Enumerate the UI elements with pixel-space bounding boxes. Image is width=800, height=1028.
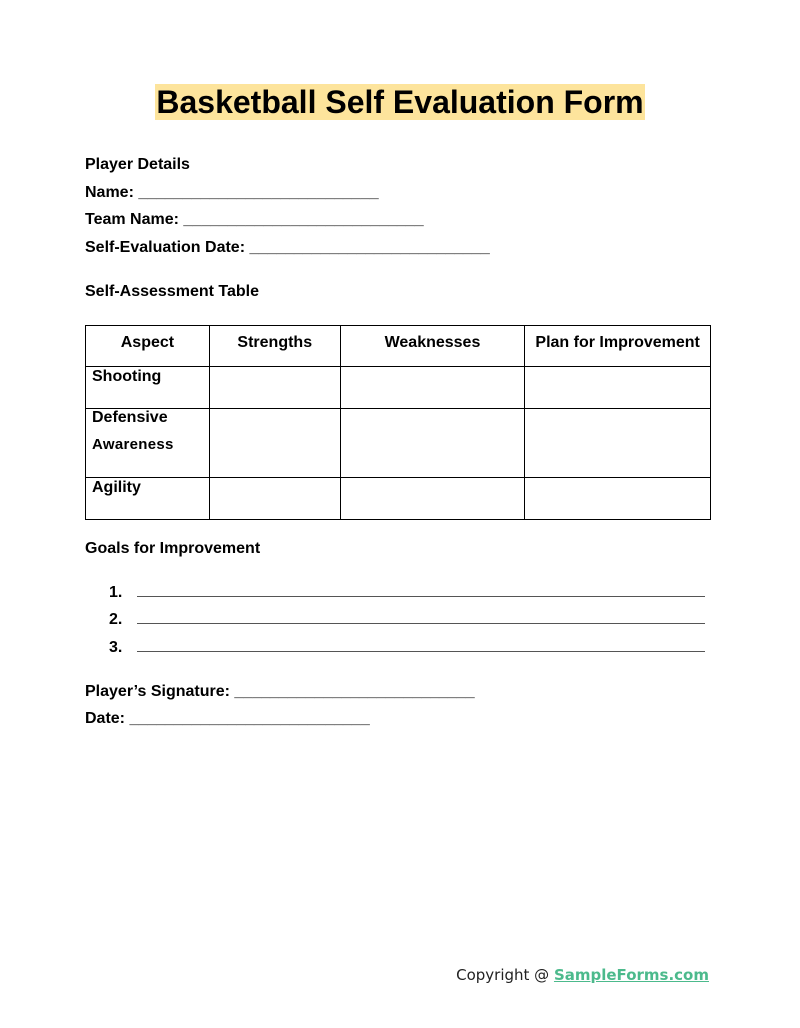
team-name-field[interactable]: Team Name: ___________________________ xyxy=(85,211,424,228)
signature-date-field[interactable]: Date: ___________________________ xyxy=(85,710,370,727)
goal-underline xyxy=(137,596,705,597)
aspect-cell xyxy=(86,478,210,520)
strengths-cell[interactable] xyxy=(209,409,340,478)
column-header-plan: Plan for Improvement xyxy=(525,326,711,367)
table-row xyxy=(86,409,711,478)
goal-line-3[interactable] xyxy=(109,638,705,658)
self-evaluation-date-field[interactable]: Self-Evaluation Date: ___________________________ xyxy=(85,239,490,256)
aspect-cell xyxy=(86,367,210,409)
table-row xyxy=(86,367,711,409)
aspect-label: Agility xyxy=(92,479,141,496)
weaknesses-cell[interactable] xyxy=(340,409,525,478)
column-header-aspect: Aspect xyxy=(86,326,210,367)
table-row xyxy=(86,478,711,520)
name-field[interactable]: Name: ___________________________ xyxy=(85,184,379,201)
weaknesses-cell[interactable] xyxy=(340,367,525,409)
goal-number: 1. xyxy=(109,584,123,601)
aspect-cell xyxy=(86,409,210,478)
goal-line-2[interactable] xyxy=(109,610,705,630)
aspect-label: Defensive xyxy=(92,409,168,426)
strengths-cell[interactable] xyxy=(209,478,340,520)
player-signature-field[interactable]: Player’s Signature: ___________________________ xyxy=(85,683,475,700)
title-container xyxy=(0,84,800,120)
goals-heading: Goals for Improvement xyxy=(85,540,261,557)
aspect-label-line2: Awareness xyxy=(92,436,174,453)
goal-number: 3. xyxy=(109,639,123,656)
column-header-strengths: Strengths xyxy=(209,326,340,367)
goal-underline xyxy=(137,623,705,624)
copyright-footer xyxy=(456,965,709,985)
copyright-text: Copyright @ xyxy=(456,966,554,984)
goal-underline xyxy=(137,651,705,652)
weaknesses-cell[interactable] xyxy=(340,478,525,520)
form-title: Basketball Self Evaluation Form xyxy=(156,84,644,120)
table-header-row xyxy=(86,326,711,367)
goal-number: 2. xyxy=(109,611,123,628)
strengths-cell[interactable] xyxy=(209,367,340,409)
plan-cell[interactable] xyxy=(525,478,711,520)
aspect-label: Shooting xyxy=(92,368,162,385)
goal-line-1[interactable] xyxy=(109,583,705,603)
column-header-weaknesses: Weaknesses xyxy=(340,326,525,367)
plan-cell[interactable] xyxy=(525,409,711,478)
self-assessment-heading: Self-Assessment Table xyxy=(85,283,259,300)
self-assessment-table xyxy=(85,325,711,520)
player-details-heading: Player Details xyxy=(85,156,190,173)
plan-cell[interactable] xyxy=(525,367,711,409)
sampleforms-link[interactable]: SampleForms.com xyxy=(553,966,709,984)
